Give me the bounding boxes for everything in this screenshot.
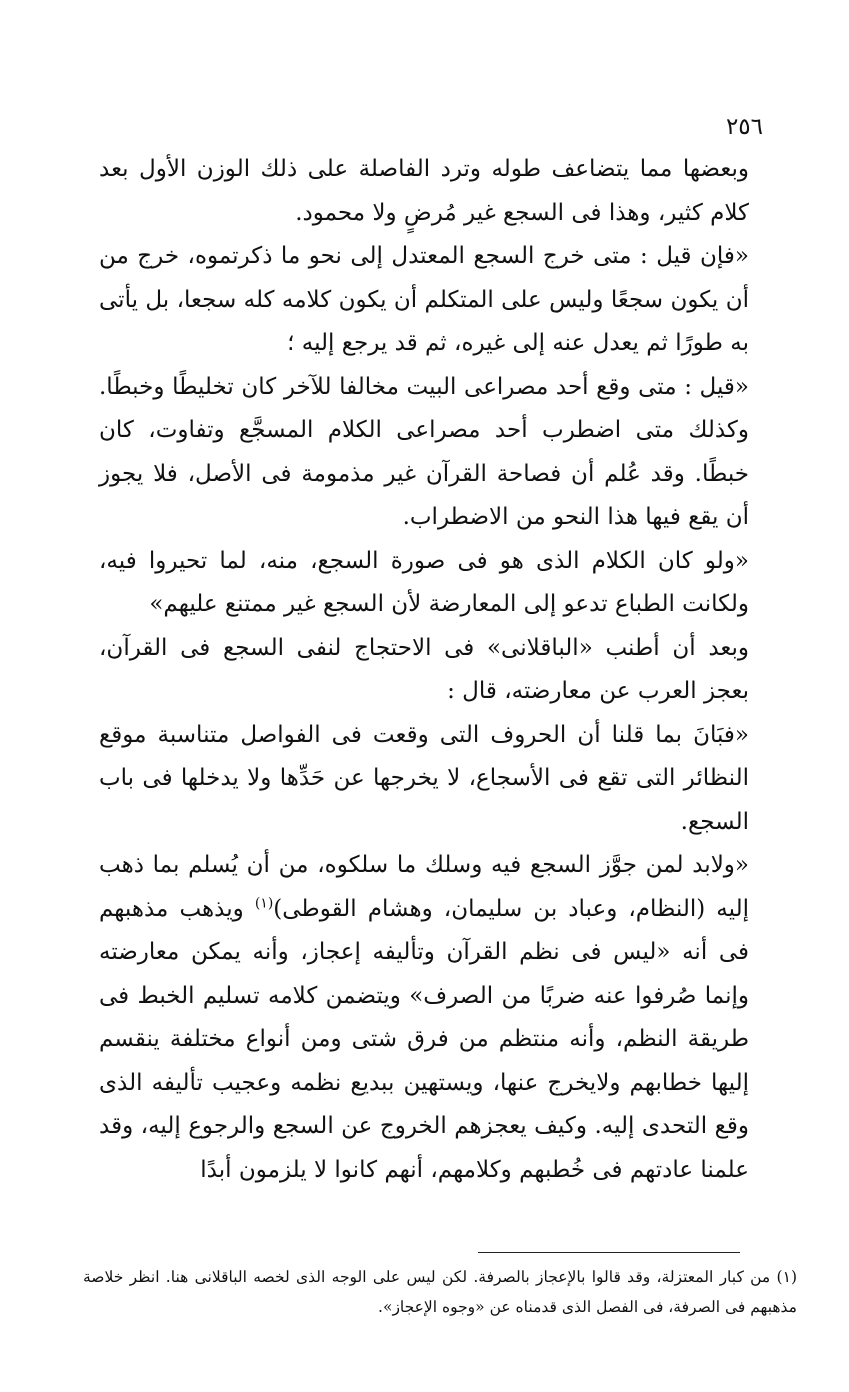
paragraph: «فبَانَ بما قلنا أن الحروف التى وقعت فى الفواصل متناسبة موقع النظائر التى تقع فى الأسجاع، لا يخرجها عن حَدِّها ولا يدخلها فى باب السجع. bbox=[99, 721, 749, 835]
footnote-reference[interactable]: (١) bbox=[254, 894, 274, 911]
paragraph-text: ويذهب مذهبهم فى أنه «ليس فى نظم القرآن وتأليفه إعجاز، وأنه يمكن معارضته وإنما صُرفوا عنه ضربًا من الصرف» ويتضمن كلامه تسليم الخبط فى طريقة النظم، وأنه منتظم من فرق شتى ومن أنواع مختلفة ينقسم إليها خطابهم ولايخرج عنها، ويستهين ببديع نظمه وعجيب تأليفه الذى وقع التحدى إليه. وكيف يعجزهم الخروج عن السجع والرجوع إليه، وقد علمنا عادتهم فى خُطبهم وكلامهم، أنهم كانوا لا يلزمون أبدًا bbox=[99, 895, 749, 1183]
paragraph: «فإن قيل : متى خرج السجع المعتدل إلى نحو ما ذكرتموه، خرج من أن يكون سجعًا وليس على المتكلم أن يكون كلامه كله سجعا، بل يأتى به طورًا ثم يعدل عنه إلى غيره، ثم قد يرجع إليه ؛ bbox=[99, 243, 749, 356]
main-text bbox=[99, 148, 749, 1192]
paragraph bbox=[99, 844, 749, 1192]
paragraph: وبعضها مما يتضاعف طوله وترد الفاصلة على ذلك الوزن الأول بعد كلام كثير، وهذا فى السجع غير مُرضٍ ولا محمود. bbox=[99, 156, 749, 226]
paragraph: «ولو كان الكلام الذى هو فى صورة السجع، منه، لما تحيروا فيه، ولكانت الطباع تدعو إلى المعارضة لأن السجع غير ممتنع عليهم» bbox=[99, 547, 749, 617]
footnote-divider bbox=[478, 1252, 740, 1253]
footnote: (١) من كبار المعتزلة، وقد قالوا بالإعجاز بالصرفة. لكن ليس على الوجه الذى لخصه الباقلانى هنا. انظر خلاصة مذهبهم فى الصرفة، فى الفصل الذى قدمناه عن «وجوه الإعجاز». bbox=[83, 1268, 797, 1316]
paragraph-text: «ولابد لمن جوَّز السجع فيه وسلك ما سلكوه، من أن يُسلم بما ذهب إليه (النظام، وعباد بن سليمان، وهشام القوطى) bbox=[99, 852, 749, 922]
paragraph: وبعد أن أطنب «الباقلانى» فى الاحتجاج لنفى السجع فى القرآن، بعجز العرب عن معارضته، قال : bbox=[99, 634, 749, 704]
page-number: ٢٥٦ bbox=[725, 114, 763, 140]
paragraph: «قيل : متى وقع أحد مصراعى البيت مخالفا للآخر كان تخليطًا وخبطًا. وكذلك متى اضطرب أحد مصراعى الكلام المسجَّع وتفاوت، كان خبطًا. وقد عُلم أن فصاحة القرآن غير مذمومة فى الأصل، فلا يجوز أن يقع فيها هذا النحو من الاضطراب. bbox=[99, 373, 749, 530]
